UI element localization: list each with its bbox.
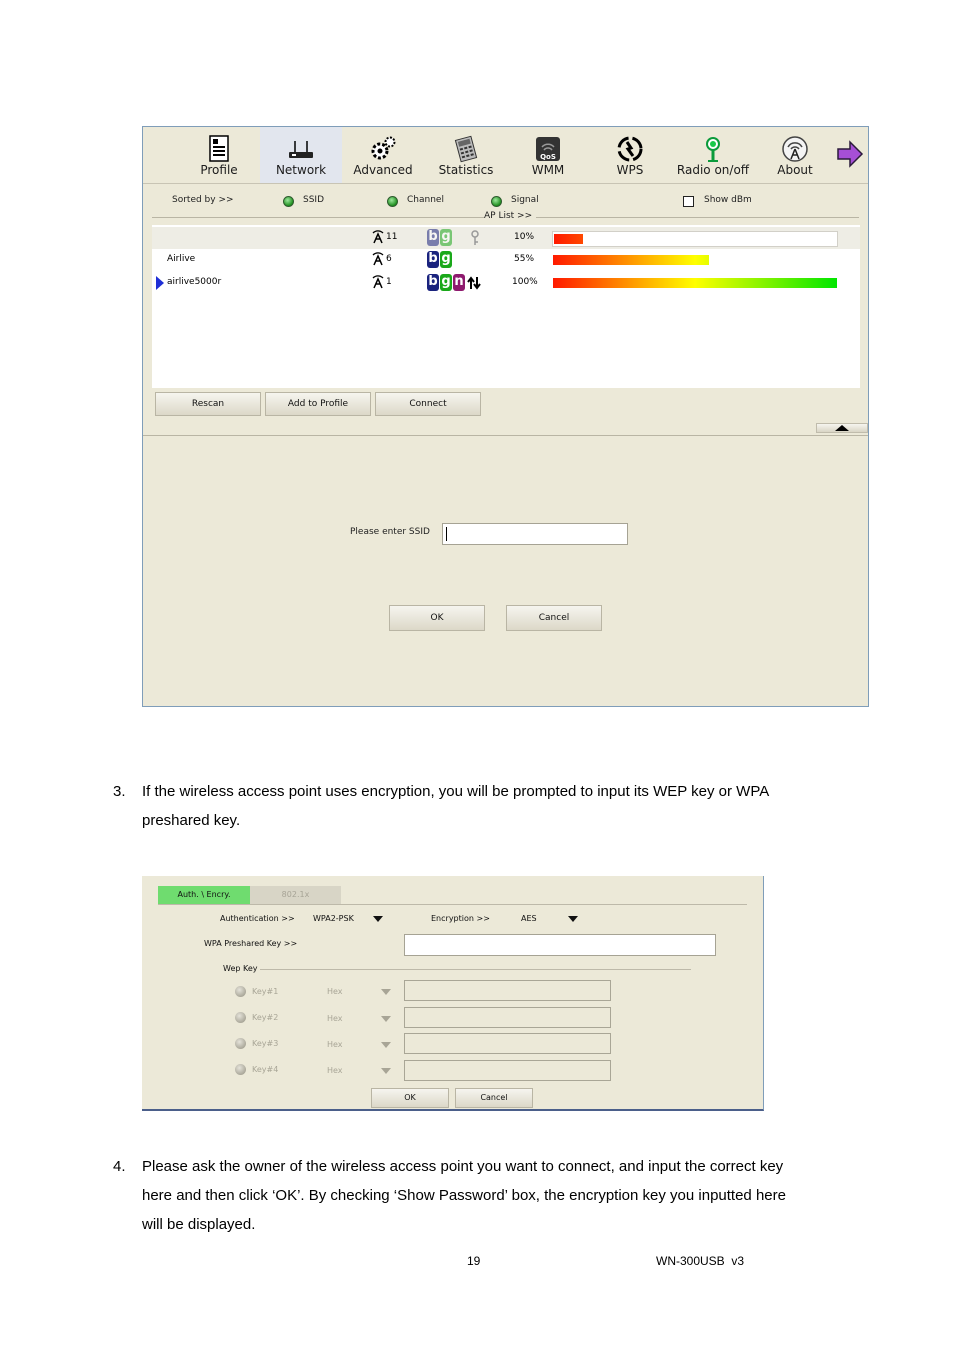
toolbar-wmm[interactable] [507, 127, 589, 183]
ap-signal-text: 55% [514, 254, 535, 264]
channel-icon [371, 230, 385, 244]
mode-g-icon: g [441, 251, 451, 266]
signal-bar [552, 231, 838, 247]
step-4-line-1: Please ask the owner of the wireless access point you want to connect, and input the correct key [142, 1158, 784, 1175]
mode-b-icon: b [428, 274, 438, 289]
toolbar-about[interactable] [754, 127, 836, 183]
key4-radio[interactable] [235, 1064, 246, 1075]
network-icon [287, 135, 315, 163]
profile-icon [205, 135, 233, 163]
authentication-label: Authentication >> [220, 914, 295, 923]
chevron-down-icon[interactable] [373, 916, 383, 922]
signal-bar [553, 276, 837, 290]
encryption-value[interactable]: AES [521, 914, 537, 923]
signal-bar-fill [553, 255, 709, 265]
key4-format[interactable]: Hex [327, 1066, 343, 1075]
gears-icon [369, 135, 397, 163]
tab-8021x[interactable]: 802.1x [250, 886, 341, 904]
ap-list-rule [152, 217, 484, 218]
ap-channel: 6 [386, 254, 392, 264]
sort-channel-radio[interactable] [387, 196, 398, 207]
toolbar-label: WPS [616, 163, 644, 177]
text-caret [446, 527, 447, 541]
page-number: 19 [467, 1254, 481, 1268]
tab-divider [158, 904, 747, 905]
wps-icon [616, 135, 644, 163]
toolbar-label: Advanced [353, 163, 413, 177]
ssid-prompt-label: Please enter SSID [350, 527, 430, 537]
signal-bar-fill [554, 234, 583, 244]
collapse-button[interactable] [816, 423, 868, 433]
channel-icon [371, 252, 385, 266]
key3-format[interactable]: Hex [327, 1040, 343, 1049]
toolbar-label: Radio on/off [676, 163, 750, 177]
network-screen-screenshot [142, 126, 869, 707]
auth-encryption-screenshot [142, 876, 764, 1111]
toolbar-label: About [777, 163, 813, 177]
add-to-profile-button[interactable]: Add to Profile [265, 392, 371, 416]
cancel-button[interactable]: Cancel [455, 1088, 533, 1108]
ap-signal-text: 100% [512, 277, 538, 287]
step-3-line-2: preshared key. [142, 812, 241, 829]
channel-icon [371, 275, 385, 289]
tab-auth-encry[interactable]: Auth. \ Encry. [158, 886, 250, 904]
wpa-key-label: WPA Preshared Key >> [204, 939, 298, 948]
show-dbm-checkbox[interactable] [683, 196, 694, 207]
about-icon [781, 135, 809, 163]
model-name: WN-300USB v3 [656, 1254, 745, 1268]
calculator-icon [452, 135, 480, 163]
signal-bar [553, 253, 837, 267]
toolbar [143, 127, 868, 183]
sort-ssid-label: SSID [303, 195, 325, 205]
toolbar-label: Statistics [438, 163, 494, 177]
mode-b-icon: b [428, 229, 438, 244]
radio-icon [699, 135, 727, 163]
ap-channel: 1 [386, 277, 392, 287]
chevron-down-icon[interactable] [381, 1068, 391, 1074]
toolbar-label: WMM [531, 163, 565, 177]
chevron-down-icon[interactable] [381, 1016, 391, 1022]
transfer-arrows-icon [467, 276, 482, 290]
key3-radio[interactable] [235, 1038, 246, 1049]
connect-button[interactable]: Connect [375, 392, 481, 416]
key1-input[interactable] [404, 980, 611, 1001]
key2-radio[interactable] [235, 1012, 246, 1023]
ap-signal-text: 10% [514, 232, 535, 242]
sort-signal-label: Signal [511, 195, 539, 205]
show-dbm-label: Show dBm [704, 195, 752, 205]
ap-ssid: airlive5000r [167, 277, 222, 287]
chevron-down-icon[interactable] [568, 916, 578, 922]
wep-group-rule [260, 969, 691, 970]
step-4-line-2: here and then click ‘OK’. By checking ‘Show Password’ box, the encryption key you inputted here [142, 1187, 786, 1204]
step-number: 4. [113, 1158, 126, 1175]
current-connection-arrow-icon [156, 276, 164, 290]
svg-text:QoS: QoS [540, 153, 556, 161]
encryption-label: Encryption >> [431, 914, 490, 923]
authentication-value[interactable]: WPA2-PSK [313, 914, 354, 923]
toolbar-statistics[interactable] [425, 127, 507, 183]
rescan-button[interactable]: Rescan [155, 392, 261, 416]
chevron-down-icon[interactable] [381, 989, 391, 995]
lock-key-icon [470, 230, 480, 246]
chevron-down-icon[interactable] [381, 1042, 391, 1048]
ap-list-rule [536, 217, 859, 218]
toolbar-network[interactable] [260, 127, 342, 183]
signal-bar-fill [553, 278, 837, 288]
ap-list-label: AP List >> [484, 211, 533, 221]
qos-icon [534, 135, 562, 163]
toolbar-label: Network [275, 163, 327, 177]
ok-button[interactable]: OK [389, 605, 485, 631]
ap-row[interactable] [152, 227, 860, 249]
ap-ssid: Airlive [167, 254, 196, 264]
step-4-line-3: will be displayed. [142, 1216, 256, 1233]
sort-signal-radio[interactable] [491, 196, 502, 207]
key1-radio[interactable] [235, 986, 246, 997]
sort-channel-label: Channel [407, 195, 444, 205]
toolbar-label: Profile [200, 163, 238, 177]
key4-input[interactable] [404, 1060, 611, 1081]
ok-button[interactable]: OK [371, 1088, 449, 1108]
step-3-line-1: If the wireless access point uses encryption, you will be prompted to input its WEP key or WPA [142, 783, 770, 800]
key1-label: Key#1 [252, 987, 279, 996]
mode-n-icon: n [454, 274, 464, 289]
toolbar-profile[interactable] [178, 127, 260, 183]
panel-divider [143, 435, 868, 436]
caret-up-icon [835, 425, 849, 431]
sort-ssid-radio[interactable] [283, 196, 294, 207]
toolbar-radio[interactable] [672, 127, 754, 183]
arrow-right-icon[interactable] [835, 139, 865, 169]
cancel-button[interactable]: Cancel [506, 605, 602, 631]
mode-b-icon: b [428, 251, 438, 266]
wep-key-label: Wep Key [223, 964, 258, 973]
mode-g-icon: g [441, 229, 451, 244]
ap-row[interactable] [152, 249, 860, 271]
sorted-by-label: Sorted by >> [172, 195, 234, 205]
key1-format[interactable]: Hex [327, 987, 343, 996]
toolbar-wps[interactable] [589, 127, 671, 183]
key4-label: Key#4 [252, 1065, 279, 1074]
ssid-input[interactable] [442, 523, 628, 545]
key3-label: Key#3 [252, 1039, 279, 1048]
key3-input[interactable] [404, 1033, 611, 1054]
ap-row[interactable] [152, 272, 860, 294]
wpa-key-input[interactable] [404, 934, 716, 956]
step-number: 3. [113, 783, 126, 800]
mode-g-icon: g [441, 274, 451, 289]
ap-channel: 11 [386, 232, 398, 242]
key2-label: Key#2 [252, 1013, 279, 1022]
key2-format[interactable]: Hex [327, 1014, 343, 1023]
toolbar-advanced[interactable] [342, 127, 424, 183]
toolbar-divider [143, 183, 868, 184]
key2-input[interactable] [404, 1007, 611, 1028]
ap-list[interactable] [152, 225, 860, 388]
